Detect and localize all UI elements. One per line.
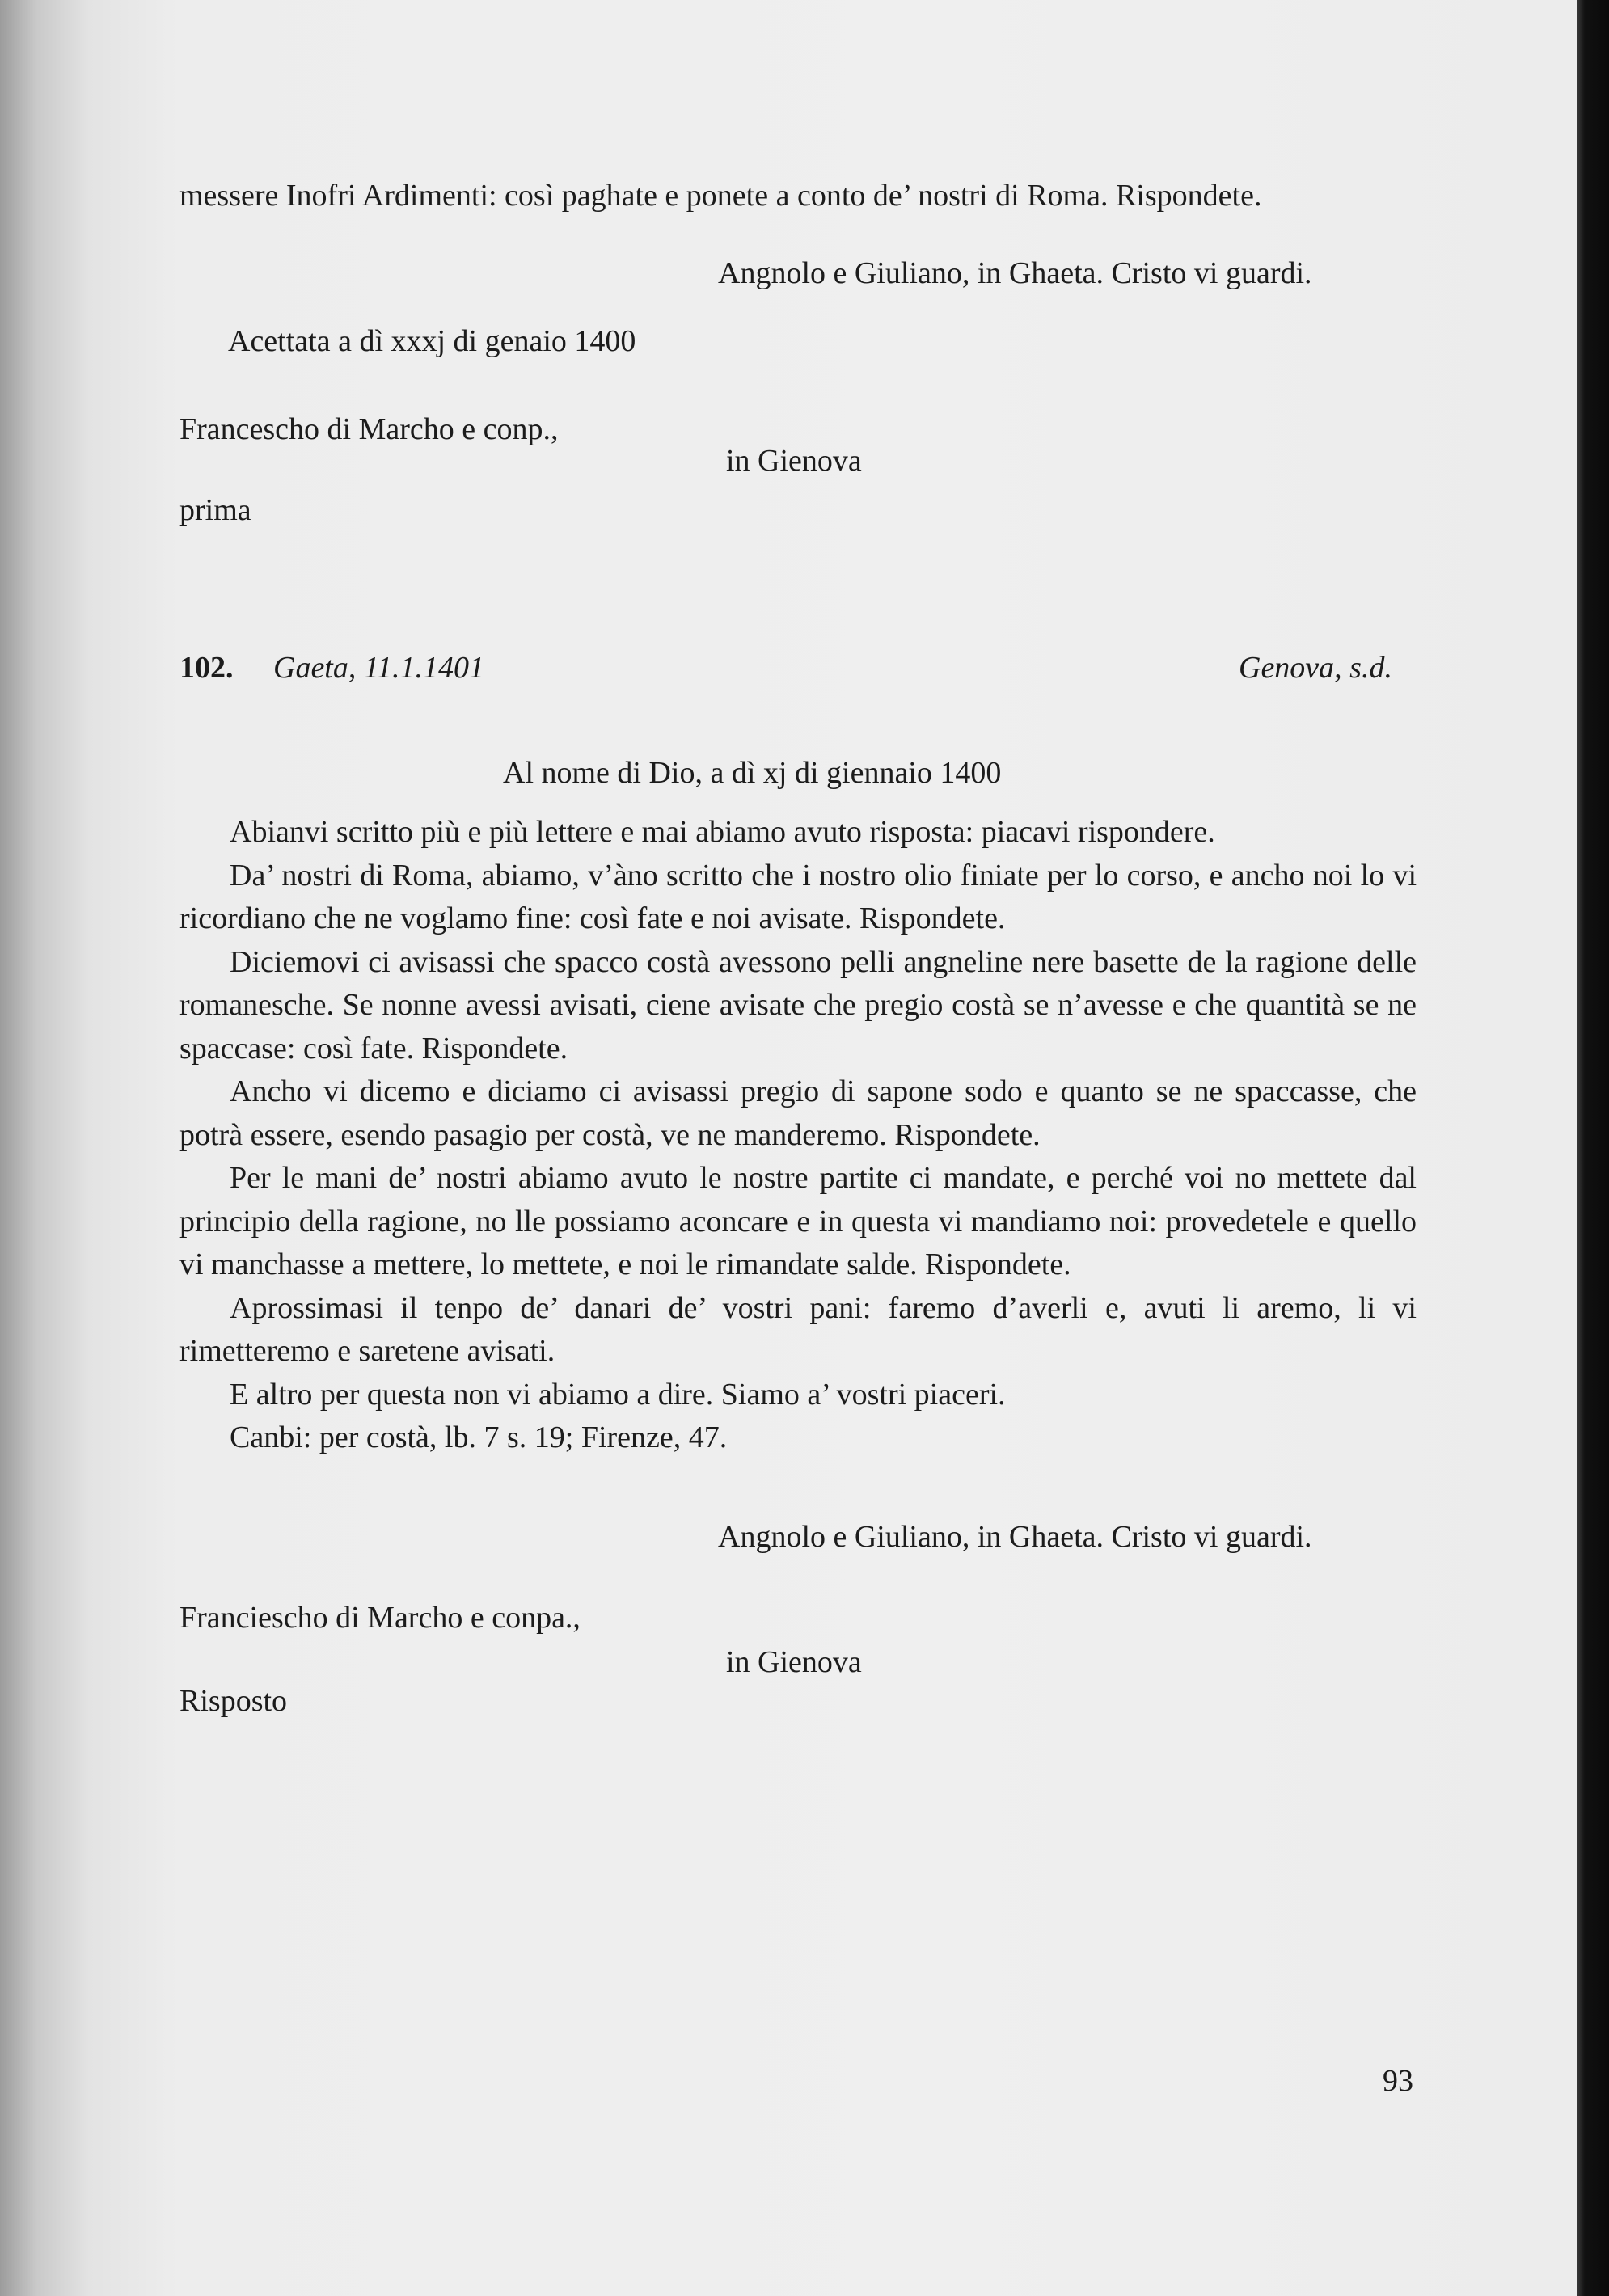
paragraph: Da’ nostri di Roma, abiamo, v’àno scritto che i nostro olio finiate per lo corso, e ancho noi lo vi ricordiano che ne voglamo fine: così fate e noi avisate. Rispondete. [179,858,1417,935]
paragraph: Canbi: per costà, lb. 7 s. 19; Firenze, 47. [230,1420,728,1454]
paragraph: Diciemovi ci avisassi che spacco costà avessono pelli angneline nere basette de la ragione delle romanesche. Se nonne avessi avisati, ciene avisate che pregio costà se n’avesse e che quantità se ne spaccase: così fate. Rispondete. [179,944,1417,1066]
address-name: Francescho di Marcho e conp., [179,412,559,446]
address-place: in Gienova [726,444,862,478]
page-number: 93 [1383,2064,1413,2098]
paragraph: Per le mani de’ nostri abiamo avuto le nostre partite ci mandate, e perché voi no mettete dal principio della ragione, no lle possiamo aconcare e in questa vi mandiamo noi: provedetele e quello vi manchasse a mettere, lo mettete, e noi le rimandate salde. Rispondete. [179,1161,1417,1281]
paragraph: Abianvi scritto più e più lettere e mai abiamo avuto risposta: piacavi rispondere. [230,815,1215,849]
letter-address-note: Risposto [179,1684,288,1718]
closing-signature: Angnolo e Giuliano, in Ghaeta. Cristo vi guardi. [718,256,1312,290]
letter-origin: Gaeta, 11.1.1401 [273,651,485,685]
book-edge [1577,0,1609,2296]
letter-signature: Angnolo e Giuliano, in Ghaeta. Cristo vi guardi. [718,1520,1312,1554]
letter-salutation: Al nome di Dio, a dì xj di giennaio 1400 [503,756,1002,790]
paragraph: Ancho vi dicemo e diciamo ci avisassi pregio di sapone sodo e quanto se ne spaccasse, che potrà essere, esendo pasagio per costà, ve ne manderemo. Rispondete. [179,1074,1417,1152]
paragraph: Aprossimasi il tenpo de’ danari de’ vostri pani: faremo d’averli e, avuti li aremo, li vi rimetteremo e saretene avisati. [179,1290,1417,1368]
continuation-line: messere Inofri Ardimenti: così paghate e ponete a conto de’ nostri di Roma. Rispondete. [179,179,1262,213]
letter-address-name: Franciescho di Marcho e conpa., [179,1601,581,1635]
letter-address-place: in Gienova [726,1645,862,1679]
paragraph: E altro per questa non vi abiamo a dire. Siamo a’ vostri piaceri. [230,1377,1006,1412]
letter-number: 102. [179,651,234,685]
acceptance-note: Acettata a dì xxxj di genaio 1400 [228,324,636,358]
address-note: prima [179,493,251,527]
letter-body [179,811,1417,1460]
letter-destination: Genova, s.d. [1239,651,1392,685]
